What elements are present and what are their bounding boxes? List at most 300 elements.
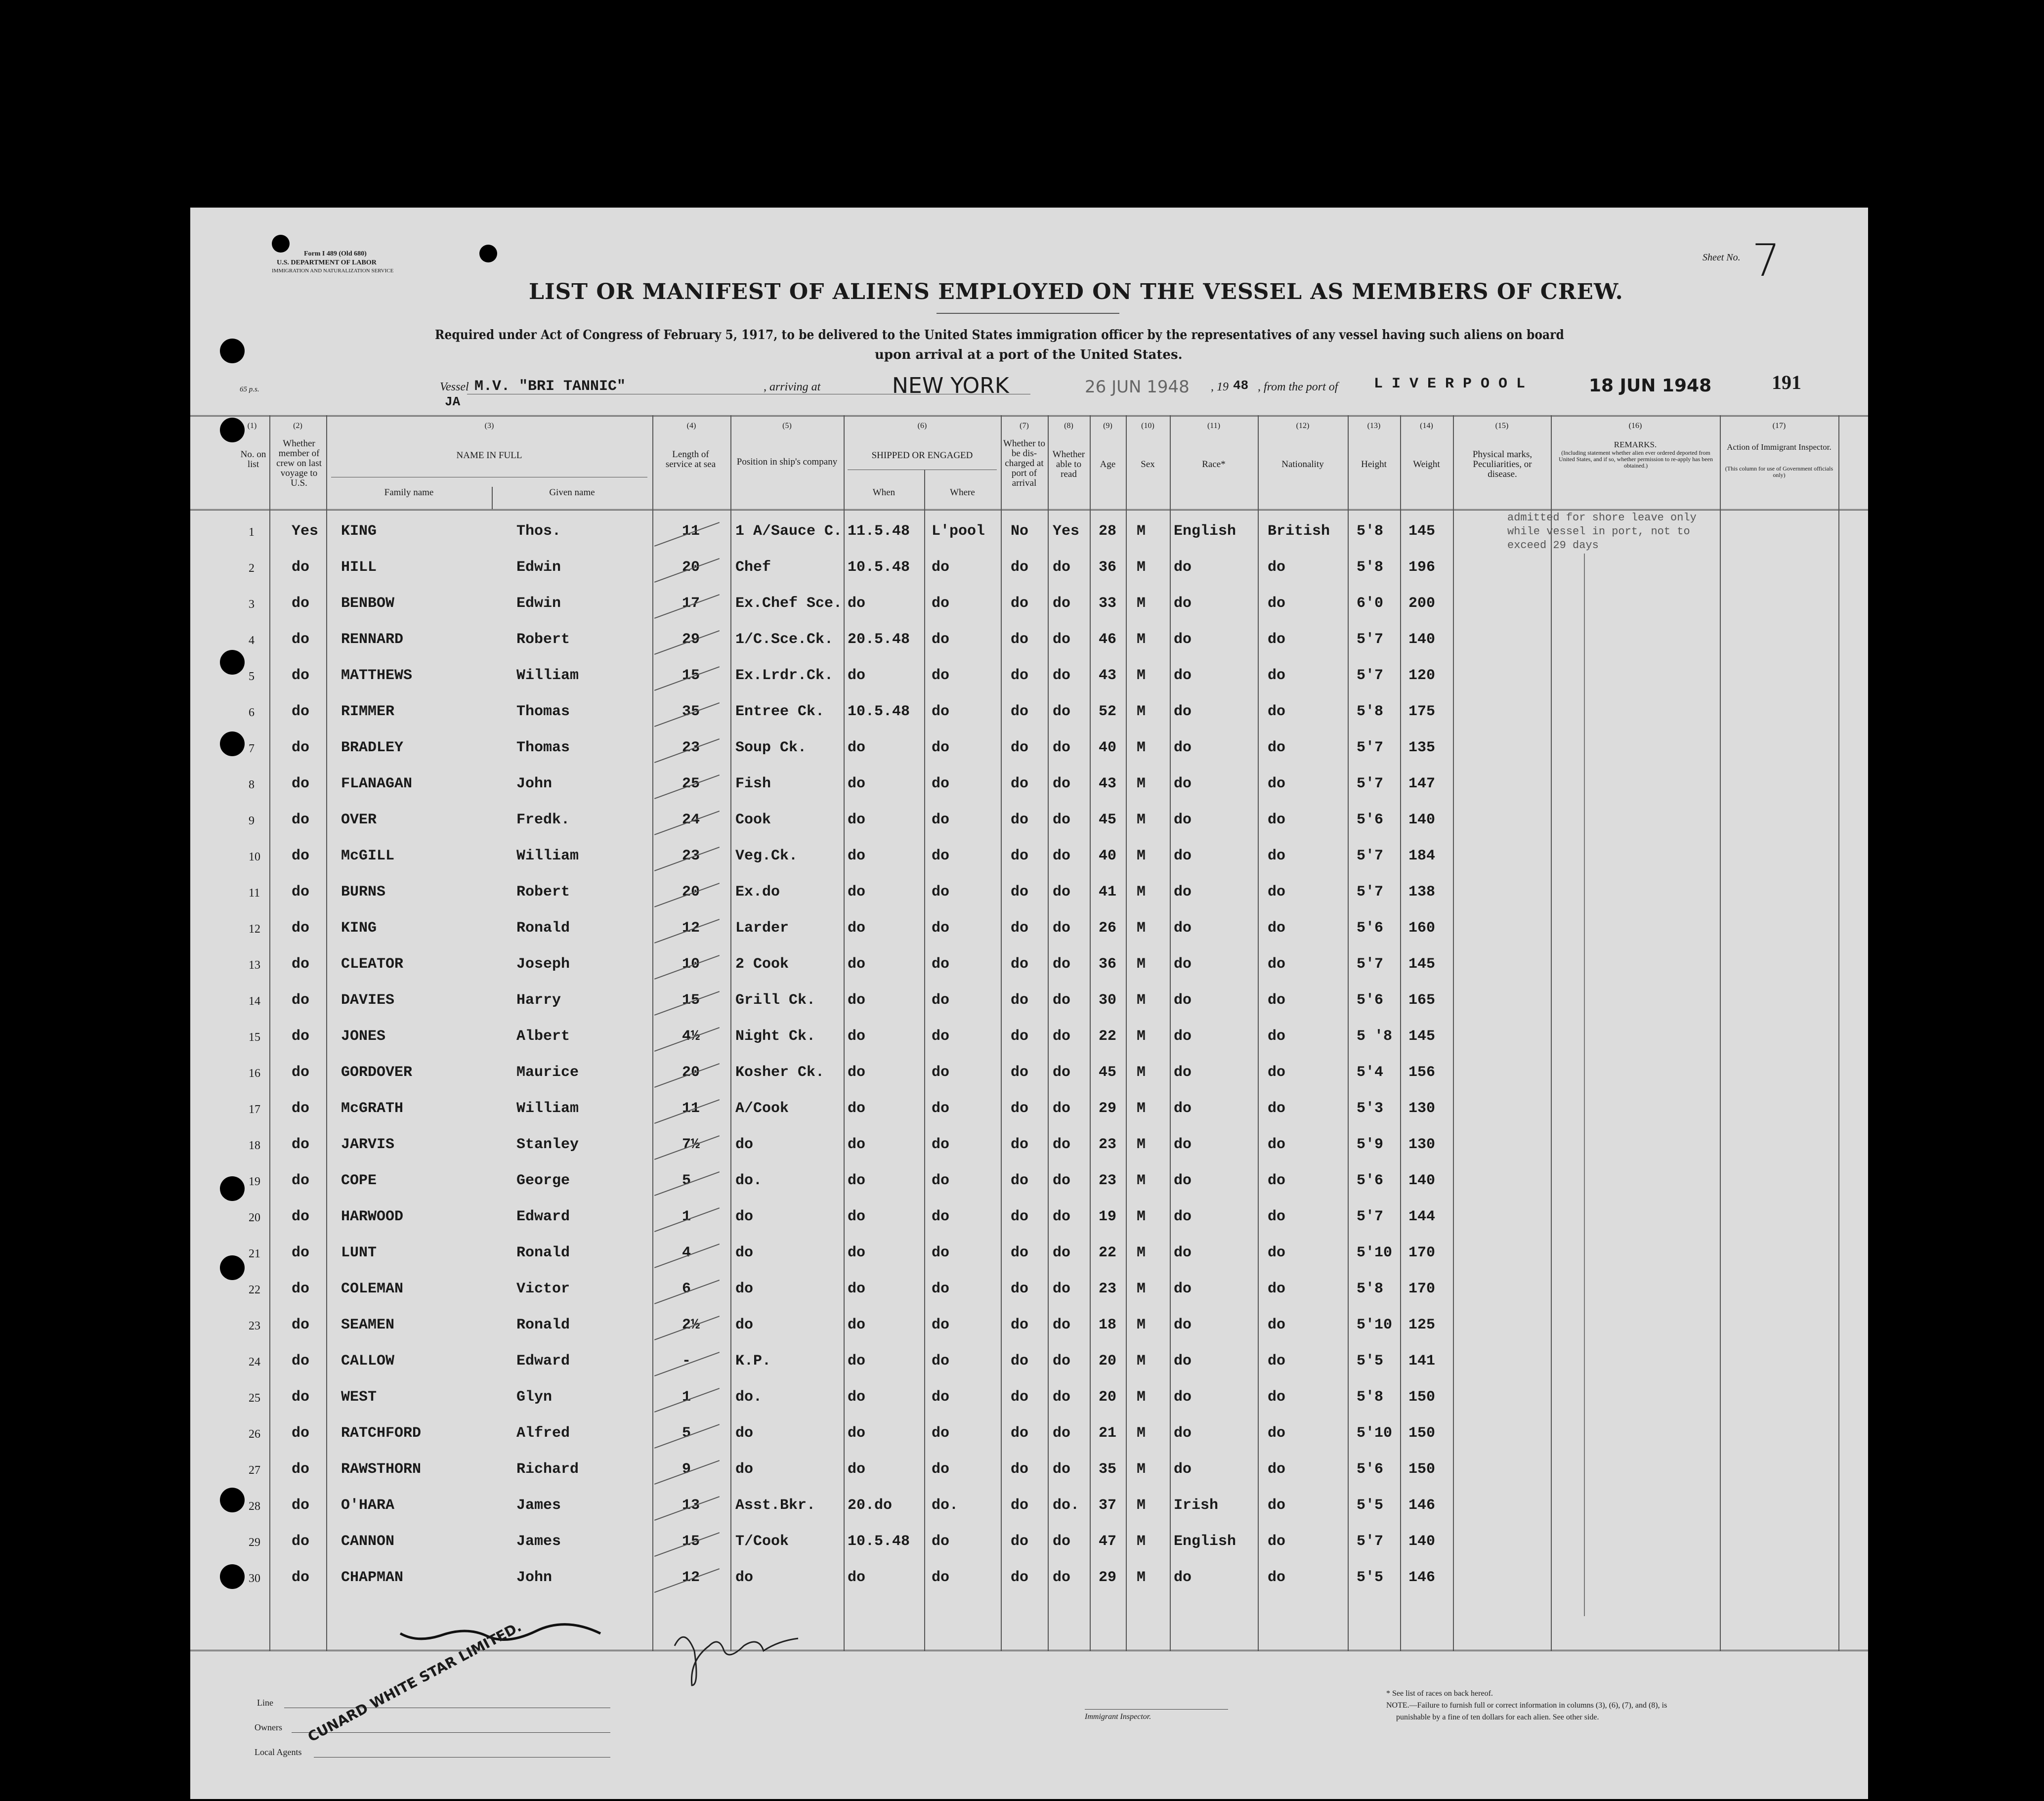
nationality: do — [1268, 884, 1286, 900]
age: 43 — [1099, 667, 1117, 684]
sex: M — [1137, 775, 1146, 792]
weight: 165 — [1408, 992, 1436, 1009]
height: 5'7 — [1357, 667, 1384, 684]
row-number: 28 — [249, 1500, 260, 1513]
shipped-when: do — [848, 1461, 866, 1478]
length-of-service: 20 — [682, 1064, 700, 1081]
able-to-read: do — [1053, 703, 1071, 720]
discharged: do — [1011, 1497, 1029, 1514]
col-17-subheader: (This column for use of Government officials only) — [1725, 465, 1833, 478]
height: 5'8 — [1357, 1281, 1384, 1297]
position: Night Ck. — [735, 1028, 816, 1045]
discharged: do — [1011, 1389, 1029, 1406]
nationality: do — [1268, 1281, 1286, 1297]
shipped-when: do — [848, 956, 866, 973]
race: do — [1174, 739, 1192, 756]
col-7-header: Whether to be dis-charged at port of arrival — [1003, 438, 1045, 488]
discharged: do — [1011, 1244, 1029, 1261]
footnote-3: punishable by a fine of ten dollars for each alien. See other side. — [1396, 1713, 1599, 1721]
table-row — [190, 1055, 1868, 1091]
age: 30 — [1099, 992, 1117, 1009]
family-name: CLEATOR — [341, 956, 404, 973]
able-to-read: do — [1053, 812, 1071, 828]
col-6-num: (6) — [917, 422, 927, 430]
shipped-when: do — [848, 667, 866, 684]
position: Larder — [735, 920, 789, 937]
age: 33 — [1099, 595, 1117, 612]
length-of-service: 15 — [682, 992, 700, 1009]
able-to-read: do — [1053, 1172, 1071, 1189]
punch-hole — [220, 339, 245, 363]
weight: 140 — [1408, 631, 1436, 648]
given-name: John — [516, 775, 553, 792]
page-number: 191 — [1772, 371, 1801, 393]
length-of-service: 29 — [682, 631, 700, 648]
race: do — [1174, 1100, 1192, 1117]
shipped-when: do — [848, 1281, 866, 1297]
weight: 130 — [1408, 1136, 1436, 1153]
able-to-read: do — [1053, 1461, 1071, 1478]
weight: 144 — [1408, 1208, 1436, 1225]
height: 5'7 — [1357, 956, 1384, 973]
race: do — [1174, 1281, 1192, 1297]
position: do — [735, 1208, 754, 1225]
sex: M — [1137, 848, 1146, 864]
table-row — [190, 1163, 1868, 1200]
family-name: JARVIS — [341, 1136, 395, 1153]
weight: 138 — [1408, 884, 1436, 900]
company-stamp: CUNARD WHITE STAR LIMITED. — [305, 1618, 524, 1746]
nationality: do — [1268, 956, 1286, 973]
weight: 145 — [1408, 1028, 1436, 1045]
col-6-header: SHIPPED OR ENGAGED — [871, 450, 973, 461]
family-name: KING — [341, 523, 377, 540]
weight: 150 — [1408, 1425, 1436, 1442]
shipped-where: do — [932, 848, 950, 864]
position: Ex.do — [735, 884, 780, 900]
shipped-when: do — [848, 1569, 866, 1586]
table-row — [190, 803, 1868, 839]
col-9-num: (9) — [1103, 422, 1112, 430]
nationality: do — [1268, 1425, 1286, 1442]
able-to-read: do — [1053, 848, 1071, 864]
col-11-num: (11) — [1207, 422, 1221, 430]
department: U.S. DEPARTMENT OF LABOR — [277, 259, 377, 266]
weight: 140 — [1408, 812, 1436, 828]
height: 5'10 — [1357, 1317, 1393, 1333]
height: 5'4 — [1357, 1064, 1384, 1081]
height: 6'0 — [1357, 595, 1384, 612]
able-to-read: do — [1053, 1028, 1071, 1045]
prev-voyage: do — [292, 1569, 310, 1586]
height: 5'7 — [1357, 884, 1384, 900]
discharged: do — [1011, 992, 1029, 1009]
able-to-read: do — [1053, 1569, 1071, 1586]
owners-label: Owners — [255, 1722, 282, 1732]
length-of-service: 2½ — [682, 1317, 700, 1333]
discharged: do — [1011, 1461, 1029, 1478]
sex: M — [1137, 1208, 1146, 1225]
height: 5'6 — [1357, 1172, 1384, 1189]
length-of-service: 23 — [682, 739, 700, 756]
length-of-service: 1 — [682, 1389, 691, 1406]
prev-voyage: do — [292, 1100, 310, 1117]
from-date: 18 JUN 1948 — [1589, 376, 1712, 396]
weight: 147 — [1408, 775, 1436, 792]
table-row — [190, 947, 1868, 983]
shipped-when: 11.5.48 — [848, 523, 910, 540]
height: 5'5 — [1357, 1353, 1384, 1370]
shipped-when: do — [848, 884, 866, 900]
race: do — [1174, 1028, 1192, 1045]
race: do — [1174, 992, 1192, 1009]
prev-voyage: do — [292, 1425, 310, 1442]
nationality: do — [1268, 559, 1286, 576]
prev-voyage: Yes — [292, 523, 319, 540]
nationality: do — [1268, 1136, 1286, 1153]
form-id: Form I 489 (Old 680) — [304, 250, 367, 257]
col-2-header: Whether member of crew on last voyage to U.S. — [276, 438, 322, 488]
length-of-service: 9 — [682, 1461, 691, 1478]
race: do — [1174, 631, 1192, 648]
race: English — [1174, 1533, 1236, 1550]
shipped-when: do — [848, 992, 866, 1009]
row-number: 14 — [249, 995, 260, 1008]
row-number: 5 — [249, 670, 255, 683]
age: 52 — [1099, 703, 1117, 720]
table-row — [190, 514, 1868, 550]
able-to-read: do — [1053, 1425, 1071, 1442]
discharged: do — [1011, 595, 1029, 612]
shipped-where: do — [932, 595, 950, 612]
shipped-where: do — [932, 775, 950, 792]
able-to-read: do — [1053, 1244, 1071, 1261]
nationality: do — [1268, 1208, 1286, 1225]
row-number: 24 — [249, 1356, 260, 1369]
footnote-2: NOTE.—Failure to furnish full or correct information in columns (3), (6), (7), and (8), is — [1386, 1701, 1667, 1710]
row-number: 7 — [249, 742, 255, 755]
col-7-num: (7) — [1020, 422, 1029, 430]
prev-voyage: do — [292, 1244, 310, 1261]
table-row — [190, 694, 1868, 730]
prev-voyage: do — [292, 1136, 310, 1153]
shipped-where: do — [932, 1533, 950, 1550]
given-name: John — [516, 1569, 553, 1586]
given-name: Thos. — [516, 523, 561, 540]
family-name: JONES — [341, 1028, 386, 1045]
shipped-when: do — [848, 1317, 866, 1333]
weight: 170 — [1408, 1244, 1436, 1261]
position: Kosher Ck. — [735, 1064, 825, 1081]
given-name: George — [516, 1172, 570, 1189]
punch-hole — [272, 235, 290, 253]
given-name: Edwin — [516, 595, 561, 612]
shipped-where: do — [932, 1244, 950, 1261]
able-to-read: do — [1053, 992, 1071, 1009]
sex: M — [1137, 1425, 1146, 1442]
nationality: do — [1268, 920, 1286, 937]
position: Soup Ck. — [735, 739, 807, 756]
shipped-when: 10.5.48 — [848, 703, 910, 720]
sex: M — [1137, 631, 1146, 648]
col-16-num: (16) — [1628, 422, 1642, 430]
table-row — [190, 1560, 1868, 1596]
length-of-service: 17 — [682, 595, 700, 612]
discharged: do — [1011, 884, 1029, 900]
weight: 140 — [1408, 1172, 1436, 1189]
able-to-read: do — [1053, 884, 1071, 900]
shipped-when: do — [848, 1208, 866, 1225]
row-number: 19 — [249, 1175, 260, 1188]
given-name: Ronald — [516, 1244, 570, 1261]
row-number: 9 — [249, 815, 255, 827]
race: do — [1174, 1064, 1192, 1081]
prev-voyage: do — [292, 739, 310, 756]
family-name: BURNS — [341, 884, 386, 900]
shipped-when: do — [848, 1389, 866, 1406]
able-to-read: do — [1053, 667, 1071, 684]
given-name: Edward — [516, 1208, 570, 1225]
able-to-read: do — [1053, 1389, 1071, 1406]
weight: 135 — [1408, 739, 1436, 756]
shipped-when: do — [848, 1425, 866, 1442]
sex: M — [1137, 956, 1146, 973]
nationality: do — [1268, 667, 1286, 684]
col-3b-header: Given name — [549, 487, 595, 498]
given-name: Ronald — [516, 920, 570, 937]
height: 5'5 — [1357, 1497, 1384, 1514]
able-to-read: do — [1053, 1208, 1071, 1225]
race: do — [1174, 1389, 1192, 1406]
discharged: do — [1011, 631, 1029, 648]
row-number: 20 — [249, 1211, 260, 1224]
able-to-read: do — [1053, 559, 1071, 576]
shipped-where: do — [932, 1100, 950, 1117]
prev-voyage: do — [292, 667, 310, 684]
from-port: L I V E R P O O L — [1374, 376, 1526, 392]
row-number: 17 — [249, 1103, 260, 1116]
age: 19 — [1099, 1208, 1117, 1225]
given-name: Thomas — [516, 739, 570, 756]
height: 5'9 — [1357, 1136, 1384, 1153]
row-number: 16 — [249, 1067, 260, 1080]
height: 5 '8 — [1357, 1028, 1393, 1045]
family-name: CALLOW — [341, 1353, 395, 1370]
shipped-where: do — [932, 1461, 950, 1478]
shipped-when: do — [848, 812, 866, 828]
row-number: 15 — [249, 1031, 260, 1044]
age: 45 — [1099, 1064, 1117, 1081]
shipped-where: do — [932, 1425, 950, 1442]
given-name: James — [516, 1497, 561, 1514]
race: do — [1174, 775, 1192, 792]
table-row — [190, 1344, 1868, 1380]
row-number: 27 — [249, 1464, 260, 1477]
prev-voyage: do — [292, 595, 310, 612]
position: do — [735, 1425, 754, 1442]
shipped-when: 10.5.48 — [848, 559, 910, 576]
row-number: 18 — [249, 1139, 260, 1152]
height: 5'8 — [1357, 559, 1384, 576]
race: do — [1174, 956, 1192, 973]
discharged: do — [1011, 1281, 1029, 1297]
col-4-num: (4) — [686, 422, 696, 430]
sex: M — [1137, 920, 1146, 937]
age: 20 — [1099, 1353, 1117, 1370]
age: 23 — [1099, 1172, 1117, 1189]
weight: 150 — [1408, 1461, 1436, 1478]
weight: 141 — [1408, 1353, 1436, 1370]
nationality: do — [1268, 1064, 1286, 1081]
family-name: BENBOW — [341, 595, 395, 612]
col-17-num: (17) — [1772, 422, 1786, 430]
family-name: COLEMAN — [341, 1281, 404, 1297]
given-name: James — [516, 1533, 561, 1550]
nationality: do — [1268, 1461, 1286, 1478]
weight: 140 — [1408, 1533, 1436, 1550]
table-row — [190, 839, 1868, 875]
length-of-service: 11 — [682, 1100, 700, 1117]
nationality: do — [1268, 739, 1286, 756]
able-to-read: do — [1053, 1533, 1071, 1550]
table-row — [190, 1200, 1868, 1236]
col-13-num: (13) — [1367, 422, 1381, 430]
col-5-header: Position in ship's company — [736, 457, 838, 467]
shipped-where: do — [932, 703, 950, 720]
shipped-where: do — [932, 667, 950, 684]
age: 21 — [1099, 1425, 1117, 1442]
age: 36 — [1099, 956, 1117, 973]
given-name: Richard — [516, 1461, 579, 1478]
discharged: do — [1011, 1533, 1029, 1550]
nationality: do — [1268, 812, 1286, 828]
col-12-header: Nationality — [1281, 459, 1324, 470]
row-number: 11 — [249, 887, 260, 900]
discharged: do — [1011, 956, 1029, 973]
col-3a-header: Family name — [384, 487, 434, 498]
col-10-header: Sex — [1141, 459, 1155, 470]
shipped-when: do — [848, 1100, 866, 1117]
prev-voyage: do — [292, 956, 310, 973]
able-to-read: do — [1053, 956, 1071, 973]
nationality: do — [1268, 1100, 1286, 1117]
weight: 184 — [1408, 848, 1436, 864]
shipped-where: do — [932, 1172, 950, 1189]
nationality: do — [1268, 992, 1286, 1009]
shipped-where: do — [932, 992, 950, 1009]
row-number: 26 — [249, 1428, 260, 1441]
length-of-service: 15 — [682, 667, 700, 684]
prev-voyage: do — [292, 703, 310, 720]
year: 48 — [1233, 378, 1249, 393]
race: do — [1174, 1172, 1192, 1189]
discharged: do — [1011, 1353, 1029, 1370]
prev-voyage: do — [292, 1317, 310, 1333]
row-number: 1 — [249, 526, 255, 539]
discharged: No — [1011, 523, 1029, 540]
prev-voyage: do — [292, 1172, 310, 1189]
sex: M — [1137, 1244, 1146, 1261]
line-label: Line — [257, 1698, 273, 1708]
height: 5'7 — [1357, 1208, 1384, 1225]
table-row — [190, 550, 1868, 586]
weight: 120 — [1408, 667, 1436, 684]
row-number: 21 — [249, 1247, 260, 1260]
sex: M — [1137, 1281, 1146, 1297]
nationality: do — [1268, 1028, 1286, 1045]
row-number: 6 — [249, 706, 255, 719]
sex: M — [1137, 1569, 1146, 1586]
position: Fish — [735, 775, 771, 792]
table-row — [190, 983, 1868, 1019]
weight: 145 — [1408, 956, 1436, 973]
shipped-where: do — [932, 1389, 950, 1406]
discharged: do — [1011, 1136, 1029, 1153]
discharged: do — [1011, 812, 1029, 828]
length-of-service: 24 — [682, 812, 700, 828]
given-name: Edwin — [516, 559, 561, 576]
race: do — [1174, 703, 1192, 720]
table-row — [190, 1488, 1868, 1524]
given-name: William — [516, 1100, 579, 1117]
shipped-when: do — [848, 1172, 866, 1189]
age: 23 — [1099, 1281, 1117, 1297]
col-4-header: Length of service at sea — [665, 449, 716, 470]
table-row — [190, 1236, 1868, 1272]
given-name: Fredk. — [516, 812, 570, 828]
col-17-header: Action of Immigrant Inspector. — [1727, 442, 1831, 452]
nationality: do — [1268, 1389, 1286, 1406]
discharged: do — [1011, 1425, 1029, 1442]
family-name: DAVIES — [341, 992, 395, 1009]
table-row — [190, 622, 1868, 658]
age: 37 — [1099, 1497, 1117, 1514]
sex: M — [1137, 559, 1146, 576]
discharged: do — [1011, 1100, 1029, 1117]
height: 5'5 — [1357, 1569, 1384, 1586]
weight: 175 — [1408, 703, 1436, 720]
manifest-sheet — [190, 208, 1868, 1799]
family-name: FLANAGAN — [341, 775, 413, 792]
nationality: do — [1268, 1244, 1286, 1261]
given-name: Edward — [516, 1353, 570, 1370]
sex: M — [1137, 1353, 1146, 1370]
prev-voyage: do — [292, 1064, 310, 1081]
age: 47 — [1099, 1533, 1117, 1550]
row-number: 4 — [249, 634, 255, 647]
race: do — [1174, 920, 1192, 937]
prev-voyage: do — [292, 559, 310, 576]
able-to-read: Yes — [1053, 523, 1080, 540]
shipped-where: do — [932, 631, 950, 648]
sex: M — [1137, 1461, 1146, 1478]
prev-voyage: do — [292, 1389, 310, 1406]
discharged: do — [1011, 1172, 1029, 1189]
shipped-where: do — [932, 1353, 950, 1370]
age: 40 — [1099, 739, 1117, 756]
discharged: do — [1011, 1208, 1029, 1225]
row-number: 8 — [249, 778, 255, 791]
col-6a-header: When — [872, 487, 895, 498]
sex: M — [1137, 1064, 1146, 1081]
family-name: McGILL — [341, 848, 395, 864]
shipped-where: do — [932, 812, 950, 828]
position: T/Cook — [735, 1533, 789, 1550]
length-of-service: 25 — [682, 775, 700, 792]
given-name: Ronald — [516, 1317, 570, 1333]
height: 5'3 — [1357, 1100, 1384, 1117]
weight: 150 — [1408, 1389, 1436, 1406]
